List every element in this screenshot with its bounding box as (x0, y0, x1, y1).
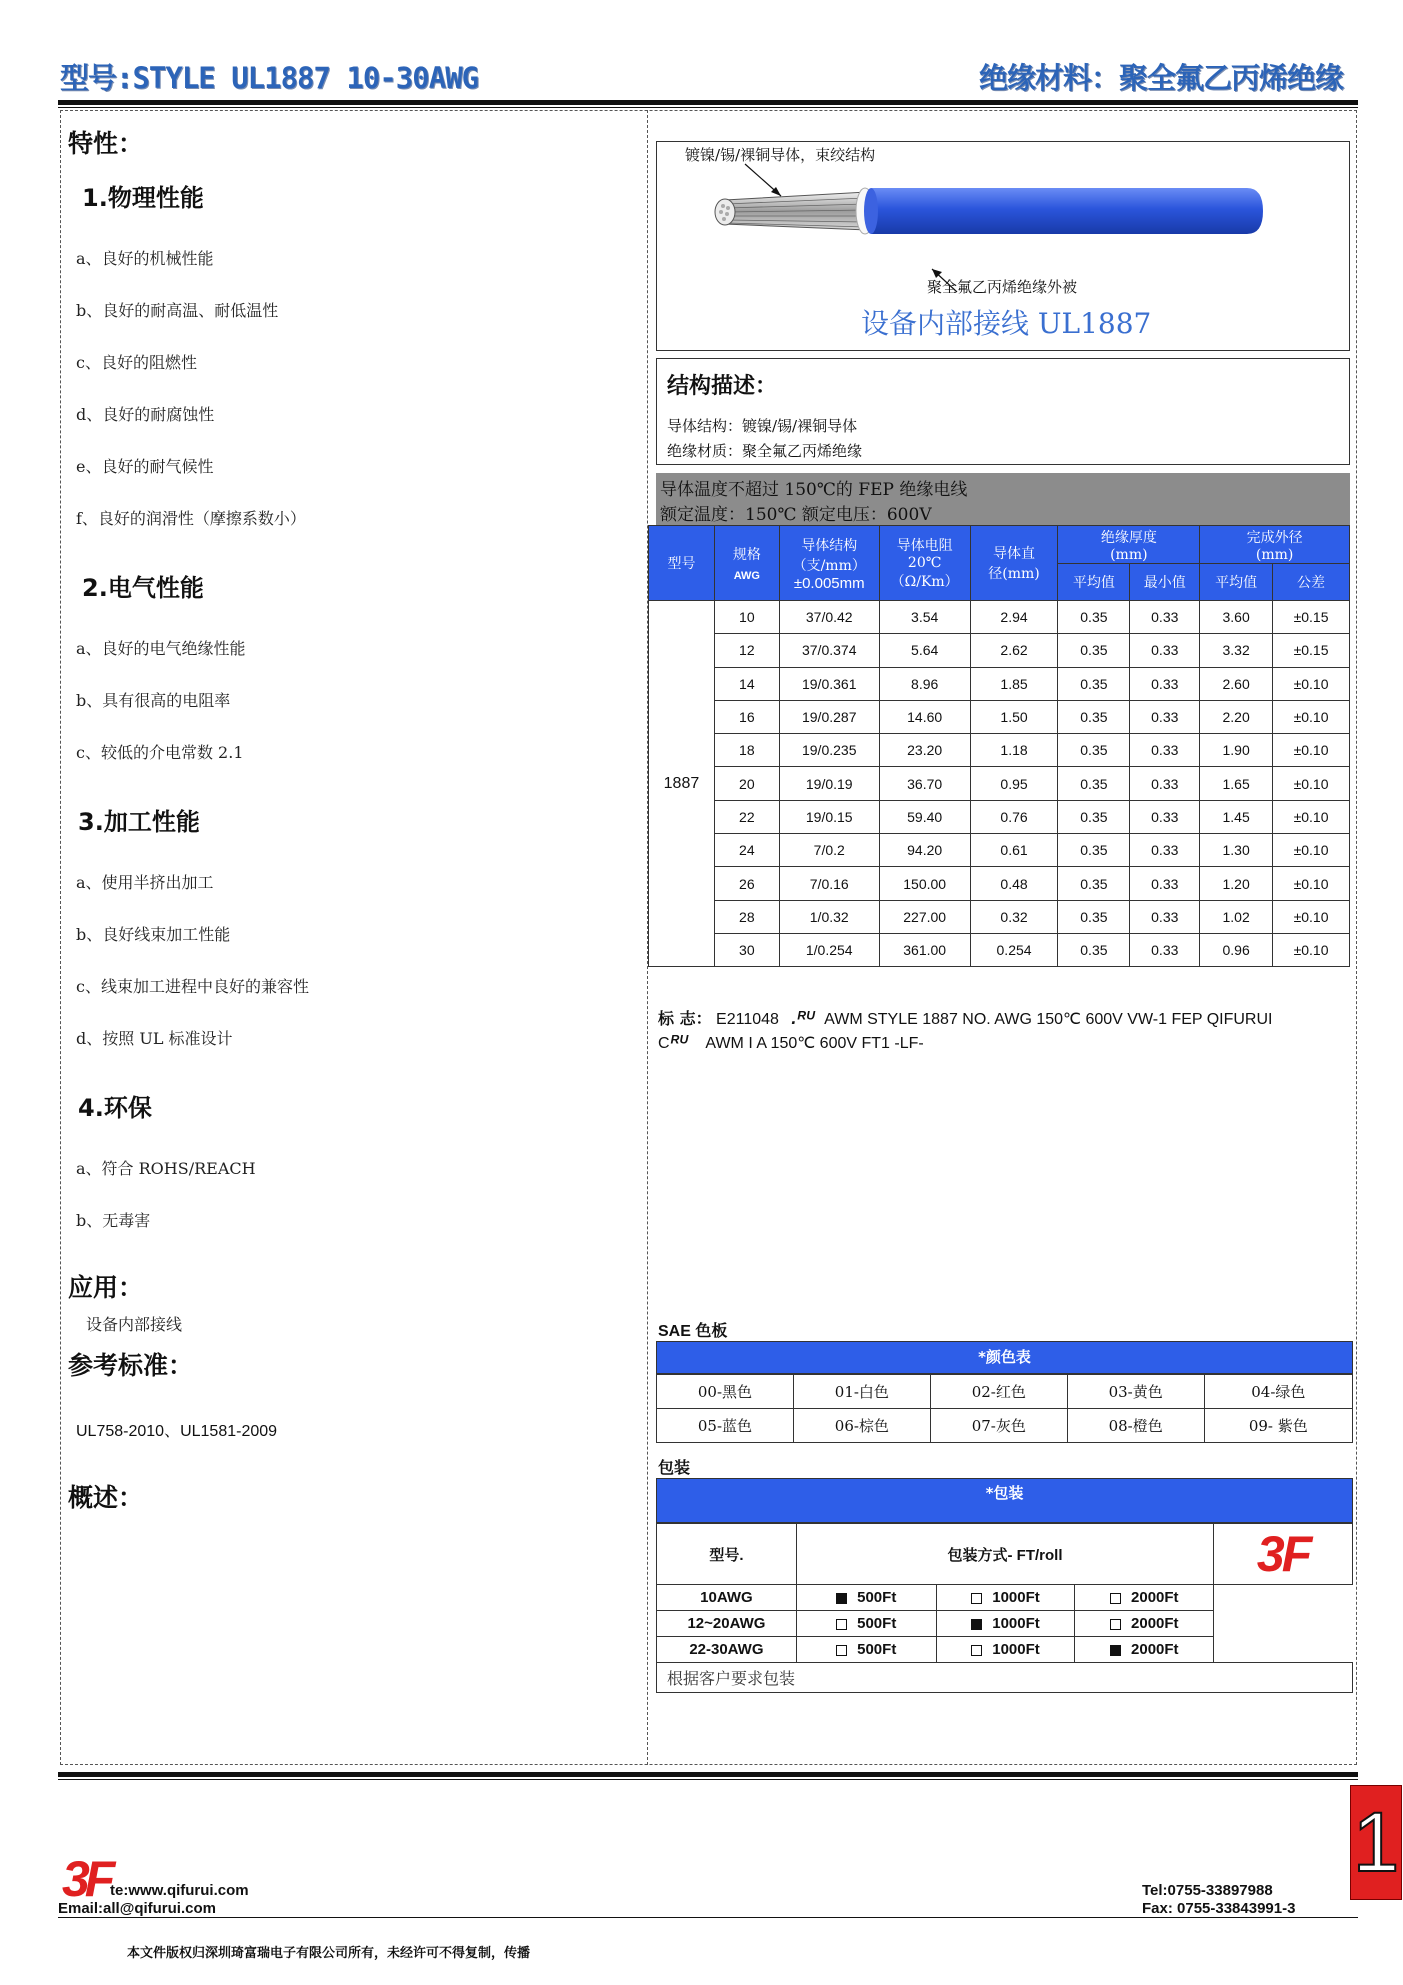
header-insulation-unit: (mm) (1110, 546, 1148, 563)
color-cell: 08-橙色 (1067, 1409, 1204, 1443)
packing-col-model: 型号. (657, 1524, 797, 1585)
spec-cell: 7/0.16 (779, 867, 879, 900)
spec-cell: 24 (714, 834, 779, 867)
packing-option (1075, 1611, 1214, 1637)
packing-option (796, 1637, 936, 1663)
packing-option-label: 2000Ft (1131, 1615, 1179, 1632)
packing-bar: *包装 (656, 1478, 1353, 1523)
spec-cell: 19/0.361 (779, 667, 879, 700)
spec-cell: 0.61 (970, 834, 1058, 867)
spec-cell: 23.20 (879, 734, 970, 767)
spec-cell: ±0.10 (1273, 700, 1350, 733)
rating-line-1: 导体温度不超过 150℃的 FEP 绝缘电线 (660, 480, 968, 500)
packing-col-method: 包装方式- FT/roll (796, 1524, 1213, 1585)
color-table (656, 1374, 1353, 1443)
packing-option (936, 1637, 1075, 1663)
header-strand-label: 导体结构 (801, 537, 858, 554)
packing-table-body (657, 1585, 1353, 1663)
list-item: a、良好的电气绝缘性能 (76, 639, 246, 658)
unchecked-box-icon (836, 1619, 847, 1630)
spec-cell: 2.60 (1200, 667, 1273, 700)
material-title: 绝缘材料：聚全氟乙丙烯绝缘 (978, 61, 1343, 95)
spec-cell: 1.65 (1200, 767, 1273, 800)
spec-cell: 0.76 (970, 800, 1058, 833)
spec-cell: 37/0.42 (779, 601, 879, 634)
model-cell: 1887 (649, 601, 715, 967)
structure-conductor: 导体结构：镀镍/锡/裸铜导体 (667, 417, 858, 435)
spec-cell: 1.02 (1200, 900, 1273, 933)
footer-rule-thin (58, 1779, 1358, 1780)
spec-table-body (649, 601, 1350, 967)
spec-cell: 1.45 (1200, 800, 1273, 833)
header-resistance (879, 526, 970, 601)
header-rule (58, 100, 1358, 105)
spec-cell: 1/0.32 (779, 900, 879, 933)
color-cell: 04-绿色 (1204, 1375, 1352, 1409)
color-table-body (657, 1375, 1353, 1443)
spec-cell: ±0.10 (1273, 834, 1350, 867)
header-size (714, 526, 779, 601)
spec-cell: 0.35 (1058, 767, 1130, 800)
header-od-unit: (mm) (1255, 546, 1294, 563)
list-item: a、良好的机械性能 (76, 249, 214, 268)
spec-cell: 5.64 (879, 634, 970, 667)
unchecked-box-icon (971, 1645, 982, 1656)
packing-option-label: 500Ft (857, 1589, 897, 1606)
spec-cell: ±0.15 (1273, 634, 1350, 667)
spec-cell: 0.35 (1058, 700, 1130, 733)
color-cell: 05-蓝色 (657, 1409, 794, 1443)
color-row (657, 1375, 1353, 1409)
structure-insulation: 绝缘材质：聚全氟乙丙烯绝缘 (667, 442, 863, 460)
header-diameter (970, 526, 1058, 601)
header-size-unit: AWG (733, 570, 760, 582)
color-cell: 07-灰色 (930, 1409, 1067, 1443)
spec-cell: ±0.10 (1273, 933, 1350, 966)
spec-row (649, 900, 1350, 933)
spec-cell: 3.54 (879, 601, 970, 634)
spec-cell: 150.00 (879, 867, 970, 900)
packing-option (936, 1585, 1075, 1611)
list-item: c、良好的阻燃性 (76, 353, 197, 372)
spec-cell: 36.70 (879, 767, 970, 800)
color-bar: *颜色表 (656, 1341, 1353, 1374)
spec-row (649, 867, 1350, 900)
spec-cell: 227.00 (879, 900, 970, 933)
spec-cell: 14 (714, 667, 779, 700)
ul-mark-icon: .ᴿᵁ (791, 1008, 815, 1028)
spec-cell: 26 (714, 867, 779, 900)
list-item: d、按照 UL 标准设计 (76, 1029, 233, 1048)
structure-box (656, 358, 1350, 465)
packing-option (936, 1611, 1075, 1637)
list-item: b、良好的耐高温、耐低温性 (76, 301, 279, 320)
spec-cell: 0.33 (1130, 700, 1200, 733)
spec-cell: 0.35 (1058, 734, 1130, 767)
rating-bar (656, 473, 1350, 525)
standard-text: UL758-2010、UL1581-2009 (76, 1423, 278, 1440)
spec-cell: 1.85 (970, 667, 1058, 700)
spec-row (649, 734, 1350, 767)
list-item: c、线束加工进程中良好的兼容性 (76, 977, 309, 996)
spec-table (648, 525, 1350, 967)
checked-box-icon (836, 1593, 847, 1604)
spec-cell: 1.30 (1200, 834, 1273, 867)
spec-cell: 0.33 (1130, 900, 1200, 933)
spec-cell: 0.33 (1130, 800, 1200, 833)
unchecked-box-icon (1110, 1619, 1121, 1630)
spec-row (649, 601, 1350, 634)
spec-cell: 19/0.15 (779, 800, 879, 833)
packing-title: 包装 (658, 1458, 691, 1477)
list-item: a、使用半挤出加工 (76, 873, 214, 892)
list-item: e、良好的耐气候性 (76, 457, 214, 476)
unchecked-box-icon (971, 1593, 982, 1604)
spec-cell: 14.60 (879, 700, 970, 733)
spec-cell: 0.96 (1200, 933, 1273, 966)
cul-mark-icon: ᴿᵁ (669, 1032, 688, 1052)
header-strand (779, 526, 879, 601)
spec-cell: 1.90 (1200, 734, 1273, 767)
spec-cell: 18 (714, 734, 779, 767)
header-od-label: 完成外径 (1246, 529, 1303, 546)
packing-model: 10AWG (657, 1585, 797, 1611)
spec-row (649, 767, 1350, 800)
spec-cell: 0.254 (970, 933, 1058, 966)
packing-row (657, 1637, 1353, 1663)
footer-rule (58, 1772, 1358, 1777)
spec-cell: 2.20 (1200, 700, 1273, 733)
unchecked-box-icon (1110, 1593, 1121, 1604)
marking-text-1: AWM STYLE 1887 NO. AWG 150℃ 600V VW-1 FEP QIFURUI (824, 1011, 1273, 1028)
model-title: 型号:STYLE UL1887 10-30AWG (60, 61, 479, 95)
spec-cell: 0.35 (1058, 933, 1130, 966)
standard-title: 参考标准： (68, 1351, 194, 1380)
header-insulation-label: 绝缘厚度 (1100, 529, 1157, 546)
overview-title: 概述： (68, 1483, 144, 1512)
spec-cell: 8.96 (879, 667, 970, 700)
structure-title: 结构描述： (667, 374, 778, 399)
packing-option-label: 1000Ft (992, 1615, 1040, 1632)
list-item: a、符合 ROHS/REACH (76, 1159, 256, 1178)
header-strand-unit: （支/mm） (792, 557, 866, 574)
spec-cell: ±0.10 (1273, 867, 1350, 900)
packing-row (657, 1585, 1353, 1611)
packing-logo-cell (1214, 1524, 1353, 1585)
spec-cell: 30 (714, 933, 779, 966)
spec-cell: 1.20 (1200, 867, 1273, 900)
packing-model: 12~20AWG (657, 1611, 797, 1637)
header-insulation (1058, 526, 1200, 564)
marking-line-1 (658, 1006, 1272, 1029)
spec-cell: 3.32 (1200, 634, 1273, 667)
footer-website[interactable]: te:www.qifurui.com (110, 1882, 249, 1899)
spec-cell: ±0.10 (1273, 767, 1350, 800)
header-model: 型号 (649, 526, 715, 601)
spec-cell: 22 (714, 800, 779, 833)
spec-cell: 1.18 (970, 734, 1058, 767)
spec-cell: ±0.10 (1273, 734, 1350, 767)
color-cell: 06-棕色 (793, 1409, 930, 1443)
spec-cell: 2.62 (970, 634, 1058, 667)
header-avg2: 平均值 (1200, 564, 1273, 601)
header-rule-thin (58, 107, 1358, 108)
spec-cell: 0.33 (1130, 634, 1200, 667)
copyright-notice: 本文件版权归深圳琦富瑞电子有限公司所有，未经许可不得复制，传播 (127, 1946, 531, 1961)
color-cell: 00-黑色 (657, 1375, 794, 1409)
packing-option-label: 1000Ft (992, 1589, 1040, 1606)
header-size-label: 规格 (732, 547, 761, 563)
insulation-label: 聚全氟乙丙烯绝缘外被 (927, 278, 1078, 296)
list-item: d、良好的耐腐蚀性 (76, 405, 215, 424)
spec-cell: 0.35 (1058, 667, 1130, 700)
rating-line-2: 额定温度：150℃ 额定电压：600V (660, 505, 932, 525)
spec-row (649, 700, 1350, 733)
section-title: 4.环保 (78, 1094, 152, 1122)
cable-diagram-box (656, 141, 1350, 351)
spec-row (649, 800, 1350, 833)
spec-cell: 19/0.235 (779, 734, 879, 767)
spec-cell: 0.32 (970, 900, 1058, 933)
spec-cell: 0.35 (1058, 834, 1130, 867)
header-avg: 平均值 (1058, 564, 1130, 601)
spec-cell: 19/0.19 (779, 767, 879, 800)
packing-option (796, 1611, 936, 1637)
section-title: 2.电气性能 (82, 574, 204, 602)
spec-cell: 0.33 (1130, 734, 1200, 767)
list-item: b、具有很高的电阻率 (76, 691, 231, 710)
footer-logo: 3F (62, 1851, 111, 1907)
checked-box-icon (1110, 1645, 1121, 1656)
spec-cell: 1/0.254 (779, 933, 879, 966)
diagram-caption: 设备内部接线 UL1887 (861, 307, 1152, 340)
footer-fax: Fax: 0755-33843991-3 (1142, 1900, 1296, 1917)
spec-cell: 16 (714, 700, 779, 733)
spec-cell: 0.33 (1130, 667, 1200, 700)
spec-cell: 361.00 (879, 933, 970, 966)
spec-cell: 0.35 (1058, 601, 1130, 634)
spec-cell: 0.35 (1058, 900, 1130, 933)
spec-cell: 0.48 (970, 867, 1058, 900)
spec-cell: 0.33 (1130, 834, 1200, 867)
spec-cell: 0.95 (970, 767, 1058, 800)
packing-option-label: 500Ft (857, 1641, 897, 1658)
marking-number: E211048 (716, 1011, 779, 1028)
unchecked-box-icon (836, 1645, 847, 1656)
spec-cell: 10 (714, 601, 779, 634)
header-resistance-temp: 20℃ (907, 555, 942, 571)
list-item: c、较低的介电常数 2.1 (76, 743, 244, 762)
header-tol: 公差 (1273, 564, 1350, 601)
spec-cell: 59.40 (879, 800, 970, 833)
brand-logo: 3F (1256, 1526, 1310, 1582)
header-resistance-label: 导体电阻 (896, 538, 953, 554)
spec-cell: ±0.10 (1273, 667, 1350, 700)
spec-cell: 0.35 (1058, 634, 1130, 667)
packing-row (657, 1611, 1353, 1637)
spec-row (649, 834, 1350, 867)
marking-c: C (658, 1035, 670, 1052)
application-text: 设备内部接线 (86, 1315, 183, 1334)
header-strand-tol: ±0.005mm (793, 574, 865, 592)
packing-table (656, 1523, 1353, 1693)
packing-option-label: 2000Ft (1131, 1641, 1179, 1658)
spec-cell: 20 (714, 767, 779, 800)
marking-text-2: AWM I A 150℃ 600V FT1 -LF- (705, 1035, 924, 1052)
spec-row (649, 933, 1350, 966)
section-title: 3.加工性能 (78, 808, 200, 836)
packing-option (1075, 1637, 1214, 1663)
marking-label: 标 志： (658, 1009, 712, 1028)
spec-cell: 19/0.287 (779, 700, 879, 733)
color-title: SAE 色板 (658, 1323, 728, 1340)
spec-cell: 0.33 (1130, 601, 1200, 634)
page-number-tab (1350, 1785, 1402, 1900)
spec-cell: 7/0.2 (779, 834, 879, 867)
list-item: b、无毒害 (76, 1211, 151, 1230)
spec-cell: 12 (714, 634, 779, 667)
spec-cell: ±0.10 (1273, 900, 1350, 933)
marking-line-2 (658, 1032, 924, 1053)
color-cell: 01-白色 (793, 1375, 930, 1409)
spec-cell: 28 (714, 900, 779, 933)
spec-cell: 94.20 (879, 834, 970, 867)
color-cell: 03-黄色 (1067, 1375, 1204, 1409)
color-cell: 09- 紫色 (1204, 1409, 1352, 1443)
footer-email[interactable]: Email:all@qifurui.com (58, 1900, 216, 1917)
footer-tel: Tel:0755-33897988 (1142, 1882, 1273, 1899)
list-item: b、良好线束加工性能 (76, 925, 231, 944)
spec-cell: 0.33 (1130, 933, 1200, 966)
header-diameter-label: 导体直 (993, 546, 1036, 562)
spec-cell: 37/0.374 (779, 634, 879, 667)
header-resistance-unit: （Ω/Km） (890, 574, 959, 590)
header-min: 最小值 (1130, 564, 1200, 601)
checked-box-icon (971, 1619, 982, 1630)
color-cell: 02-红色 (930, 1375, 1067, 1409)
spec-cell: 2.94 (970, 601, 1058, 634)
features-title: 特性： (68, 129, 144, 158)
header-od (1200, 526, 1350, 564)
spec-cell: ±0.10 (1273, 800, 1350, 833)
list-item: f、良好的润滑性（摩擦系数小） (76, 509, 306, 528)
conductor-label: 镀镍/锡/裸铜导体，束绞结构 (685, 146, 876, 164)
spec-cell: 0.33 (1130, 767, 1200, 800)
application-title: 应用： (68, 1273, 144, 1302)
packing-model: 22-30AWG (657, 1637, 797, 1663)
color-row (657, 1409, 1353, 1443)
spec-cell: 0.33 (1130, 867, 1200, 900)
packing-option-label: 1000Ft (992, 1641, 1040, 1658)
packing-option-label: 500Ft (857, 1615, 897, 1632)
packing-option (796, 1585, 936, 1611)
spec-cell: 0.35 (1058, 800, 1130, 833)
spec-row (649, 667, 1350, 700)
spec-cell: 1.50 (970, 700, 1058, 733)
footer-bottom-rule (58, 1917, 1358, 1918)
spec-cell: 3.60 (1200, 601, 1273, 634)
header-diameter-label-2: 径(mm) (988, 566, 1040, 582)
packing-note: 根据客户要求包装 (657, 1663, 1353, 1693)
spec-row (649, 634, 1350, 667)
page-number: 1 (1352, 1795, 1400, 1889)
section-title: 1.物理性能 (82, 184, 204, 212)
packing-option (1075, 1585, 1214, 1611)
spec-cell: 0.35 (1058, 867, 1130, 900)
spec-cell: ±0.15 (1273, 601, 1350, 634)
packing-option-label: 2000Ft (1131, 1589, 1179, 1606)
